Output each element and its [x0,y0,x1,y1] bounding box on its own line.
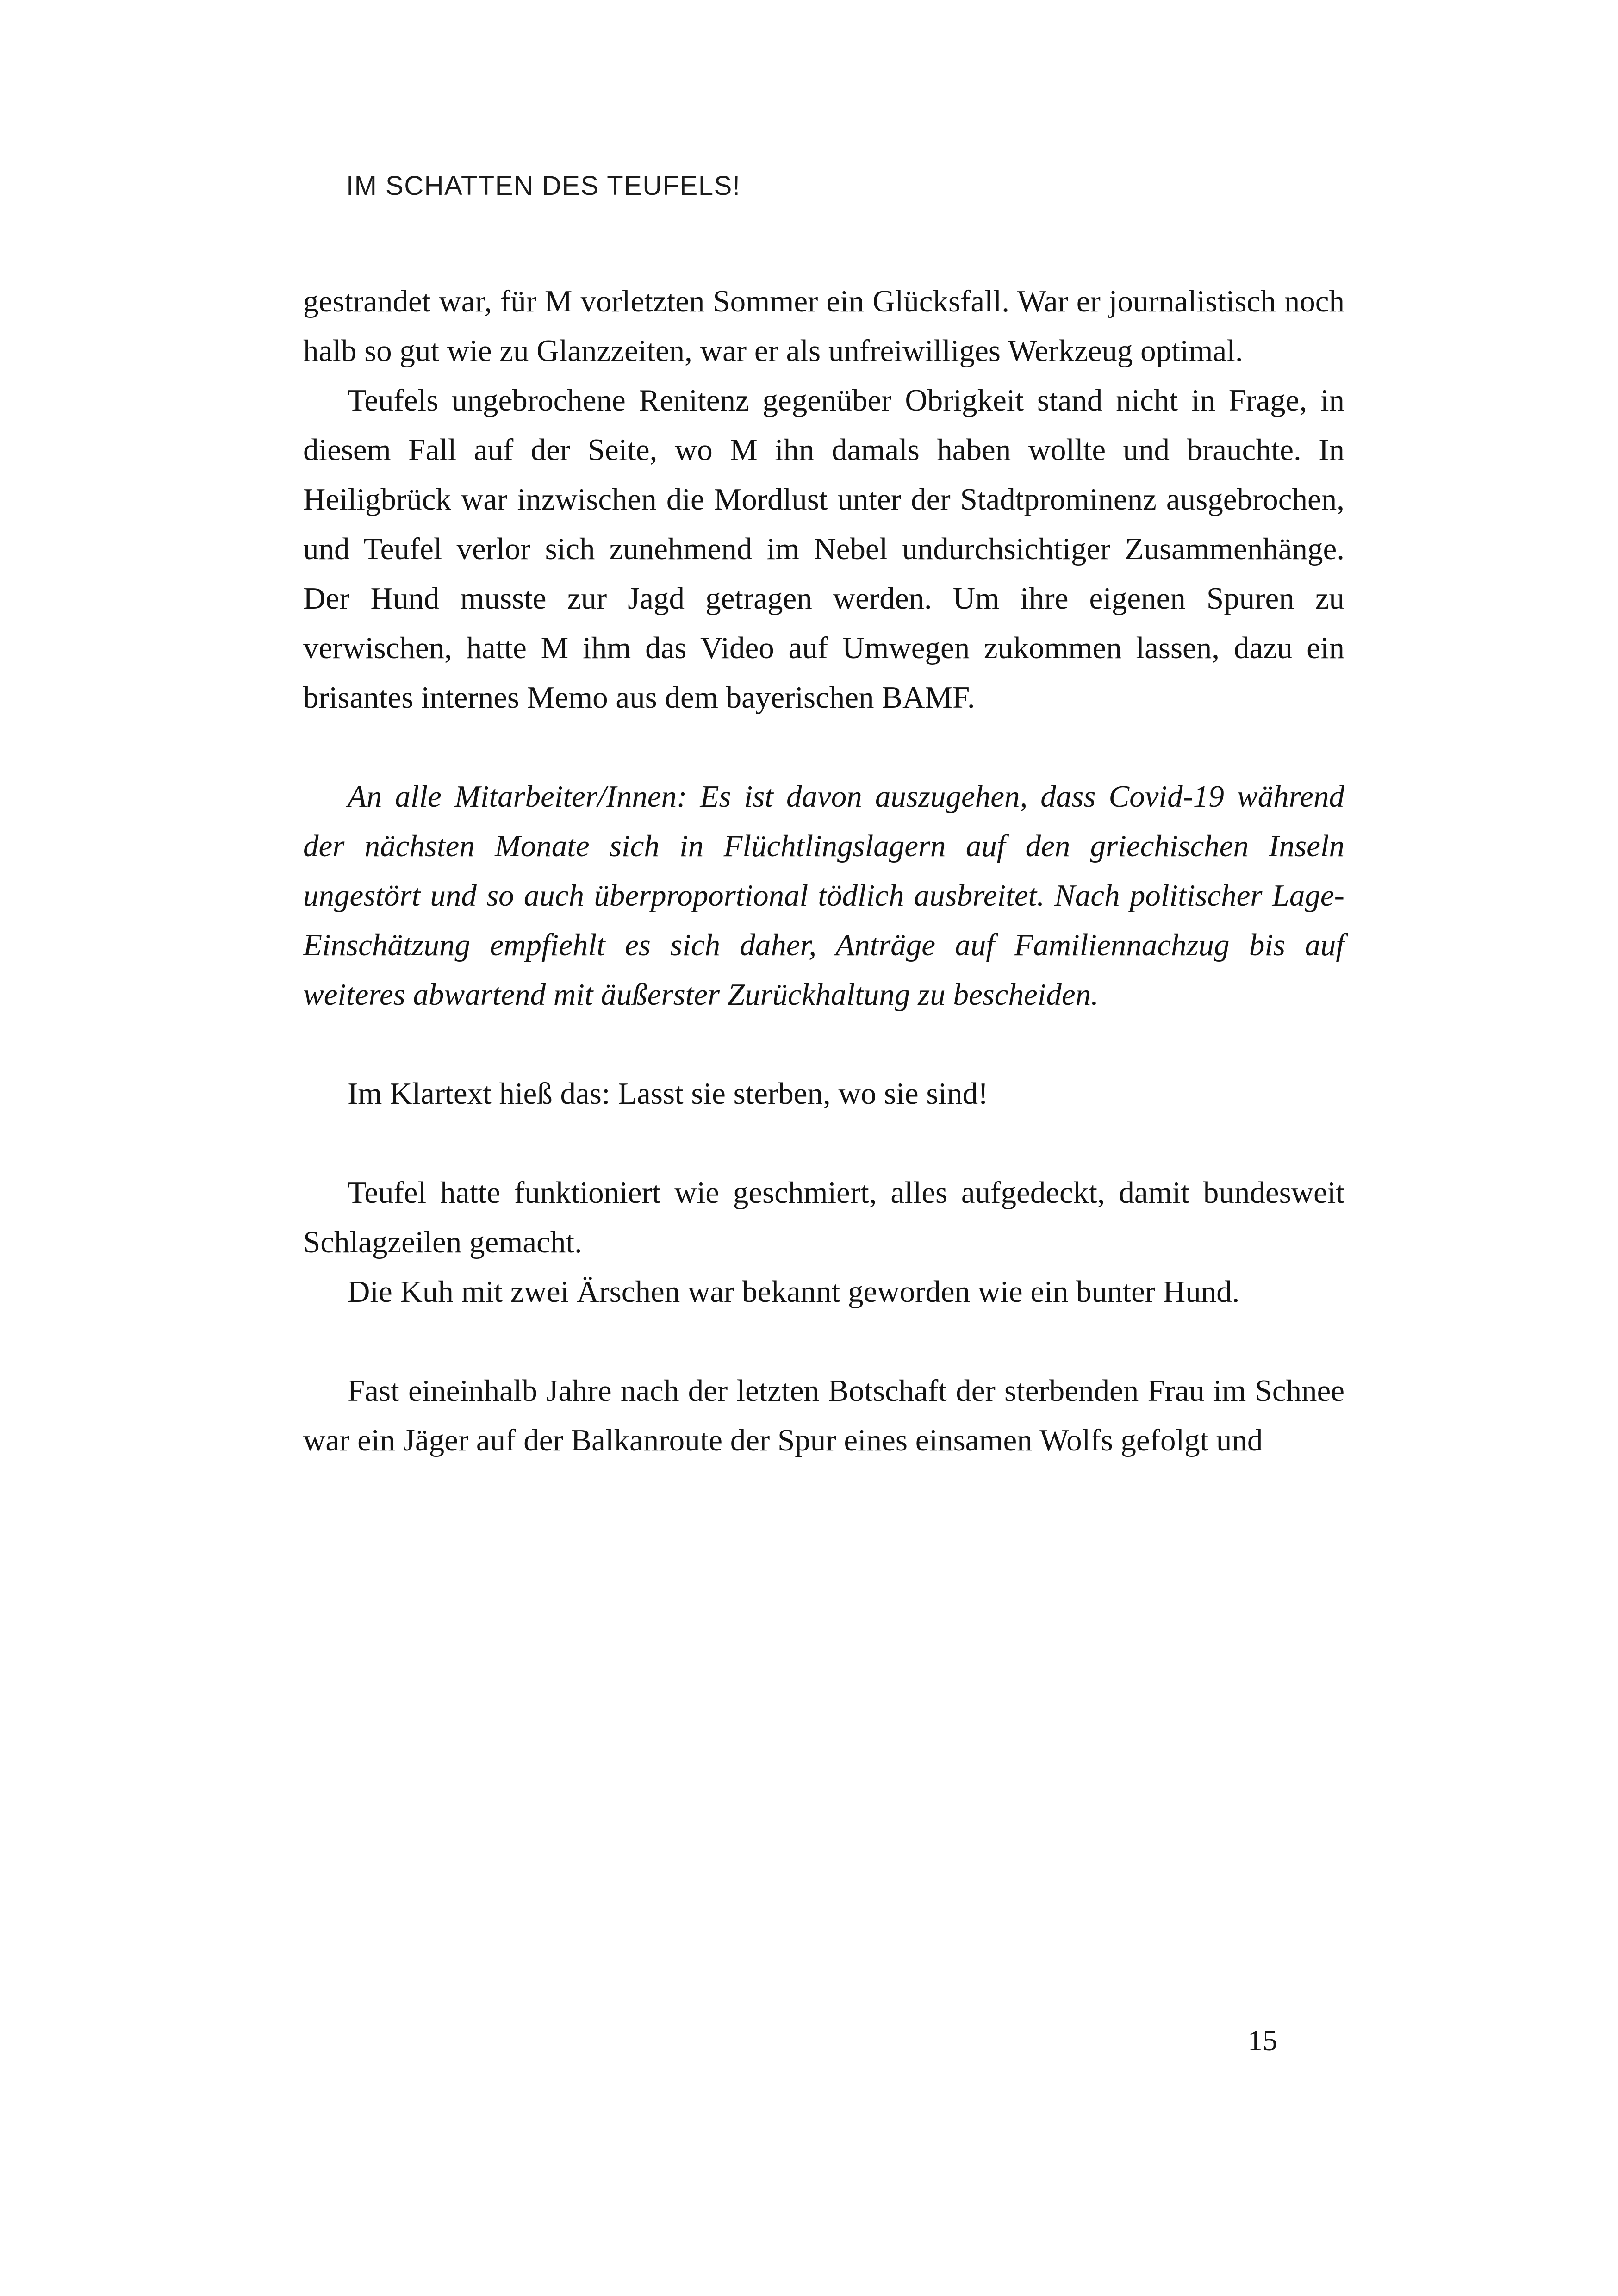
paragraph: Teufels ungebrochene Renitenz gegenüber Obrigkeit stand nicht in Frage, in diesem Fall auf der Seite, wo M ihn damals haben wollte und brauchte. In Heiligbrück war inzwischen die Mordlust unter der Stadtprominenz ausgebrochen, und Teufel verlor sich zunehmend im Nebel undurchsichtiger Zusammenhänge. Der Hund musste zur Jagd getragen werden. Um ihre eigenen Spuren zu verwischen, hatte M ihm das Video auf Umwegen zukommen lassen, dazu ein brisantes internes Memo aus dem bayerischen BAMF. [303,383,1344,715]
running-header: IM SCHATTEN DES TEUFELS! [346,171,741,201]
paragraph: Die Kuh mit zwei Ärschen war bekannt geworden wie ein bunter Hund. [348,1275,1240,1309]
paragraph-continuation: gestrandet war, für M vorletzten Sommer ein Glücksfall. War er journalistisch noch halb so gut wie zu Glanzzeiten, war er als unfreiwilliges Werkzeug optimal. [303,284,1344,368]
paragraph: Teufel hatte funktioniert wie geschmiert, alles aufgedeckt, damit bundesweit Schlagzeilen gemacht. [303,1176,1344,1259]
memo-quote-paragraph: An alle Mitarbeiter/Innen: Es ist davon auszugehen, dass Covid-19 während der nächsten Monate sich in Flüchtlingslagern auf den griechischen Inseln ungestört und so auch überproportional tödlich ausbreitet. Nach politischer Lage-Einschätzung empfiehlt es sich daher, Anträge auf Familiennachzug bis auf weiteres abwartend mit äußerster Zurückhaltung zu bescheiden. [303,779,1344,1012]
page-number: 15 [1248,2024,1277,2057]
paragraph: Fast eineinhalb Jahre nach der letzten Botschaft der sterbenden Frau im Schnee war ein Jäger auf der Balkanroute der Spur eines einsamen Wolfs gefolgt und [303,1374,1344,1457]
paragraph: Im Klartext hieß das: Lasst sie sterben, wo sie sind! [348,1076,989,1111]
body-text-block [303,277,1344,1465]
